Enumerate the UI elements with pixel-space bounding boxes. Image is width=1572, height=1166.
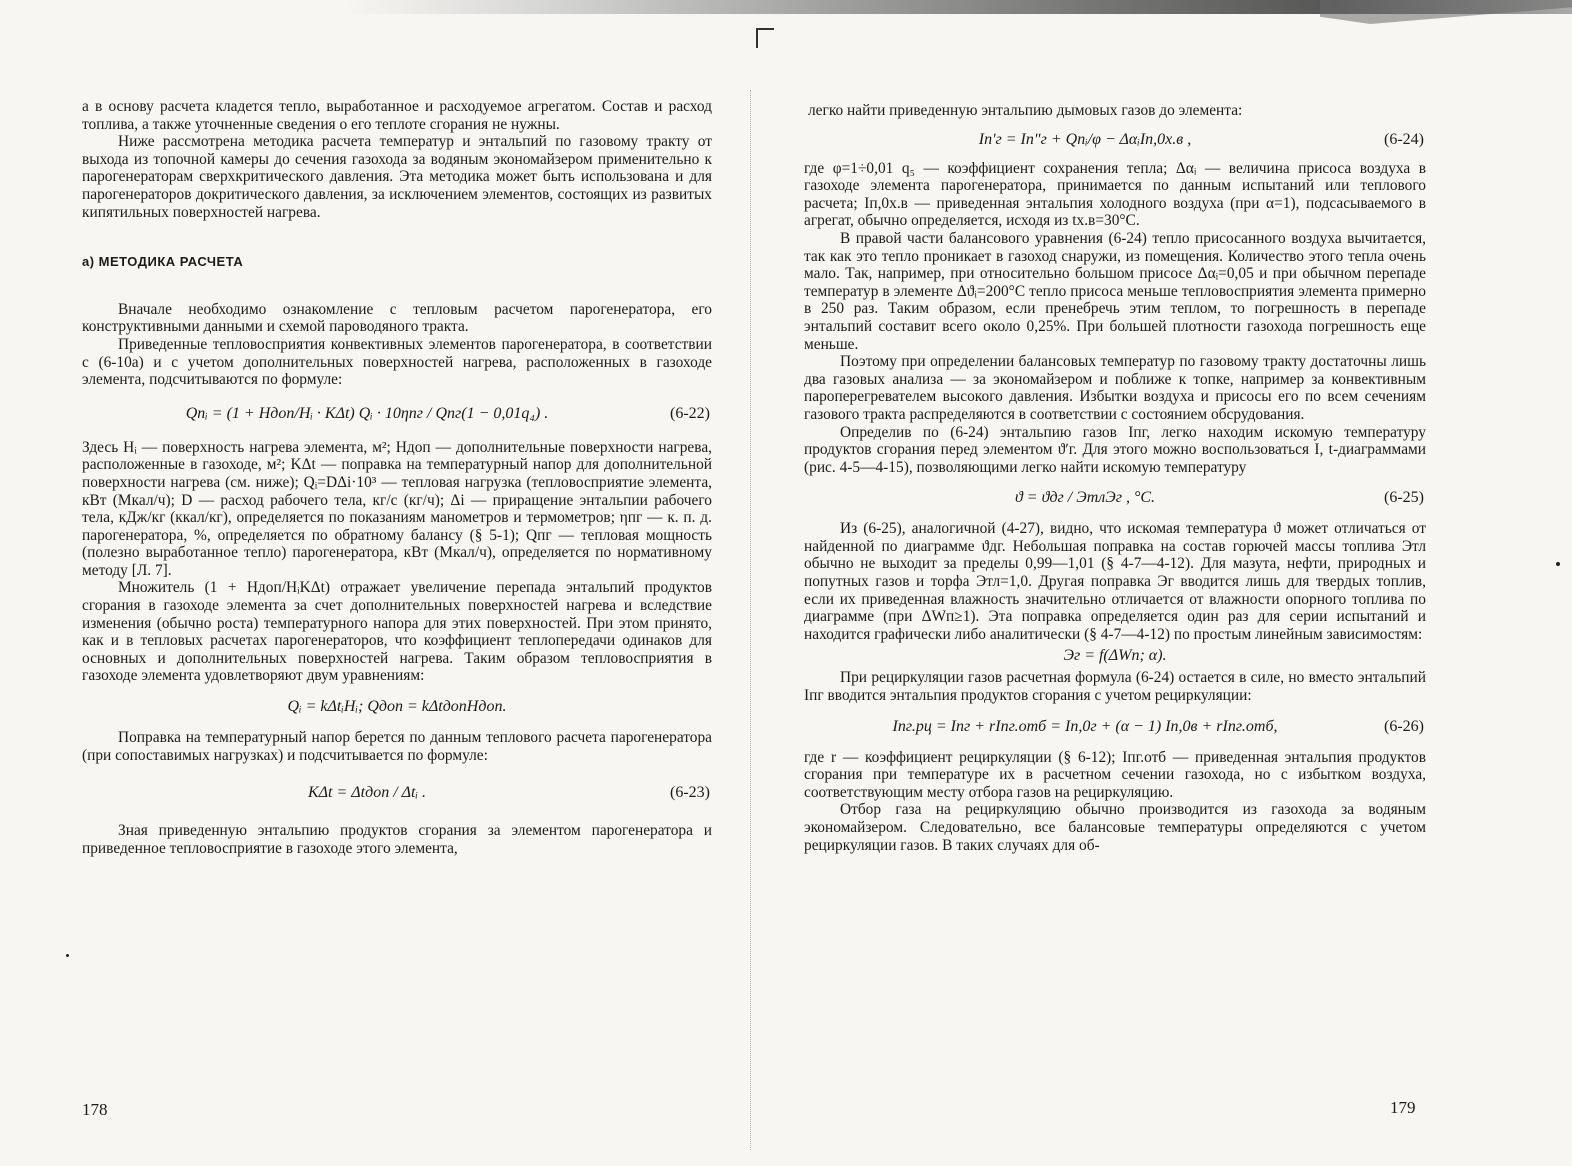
paragraph: Здесь Hᵢ — поверхность нагрева элемента, м²; Hдоп — дополнительные поверхности нагрева, расположенные в газоходе, м²; KΔt — поправка на температурный напор для дополнительной поверхности нагрева (см. ниже); Qᵢ=DΔi·10³ — тепловая нагрузка (тепловосприятие элемента, кВт (Мкал/ч); D — расход рабочего тела, кг/с (кг/ч); Δi — приращение энтальпии рабочего тела, кДж/кг (ккал/кг), определяется по показаниям манометров и термометров; ηпг — к. п. д. парогенератора, %, определяется по обратному балансу (§ 5-1); Qпг — тепловая мощность (полезно выработанное тепло) парогенератора, кВт (Мкал/ч), определяется по нормативному методу [Л. 7]. [82,438,712,579]
equation-number: (6-25) [1384,489,1424,507]
left-page [82,98,712,857]
paragraph: Определив по (6-24) энтальпию газов Iпг, легко находим искомую температуру продуктов сгорания перед элементом ϑʹг. Для этого можно воспользоваться I, t-диаграммами (рис. 4-5—4-15), позволяющими легко найти искомую температуру [804,423,1426,476]
formula-eg [804,643,1426,669]
formula-expression: Iпг.рц = Iпг + rIпг.отб = Iп,0г + (α − 1) Iп,0в + rIпг.отб, [892,717,1278,735]
paragraph: Зная приведенную энтальпию продуктов сгорания за элементом парогенератора и приведенное тепловосприятие в газоходе этого элемента, [82,822,712,857]
paragraph: Множитель (1 + Hдоп/HᵢKΔt) отражает увеличение перепада энтальпий продуктов сгорания в газоходе элемента за счет дополнительных поверхностей нагрева и вследствие изменения (обычно роста) температурного напора для этих поверхностей. При этом принято, как и в тепловых расчетах парогенераторов, что коэффициент теплопередачи одинаков для основных и дополнительных поверхностей нагрева. Таким образом тепловосприятия в газоходе элемента удовлетворяют двум уравнениям: [82,579,712,685]
paragraph: Поправка на температурный напор берется по данным теплового расчета парогенератора (при сопоставимых нагрузках) и подсчитывается по формуле: [82,729,712,764]
paragraph: При рециркуляции газов расчетная формула (6-24) остается в силе, но вместо энтальпий Iпг вводится энтальпия продуктов сгорания с учетом рециркуляции: [804,669,1426,705]
equation-number: (6-24) [1384,130,1424,148]
paragraph: где r — коэффициент рециркуляции (§ 6-12); Iпг.отб — приведенная энтальпия продуктов сгорания при температуре их в расчетном сечении газохода, но с избытком воздуха, соответствующим месту отбора газов на рециркуляцию. [804,748,1426,801]
paragraph: Вначале необходимо ознакомление с тепловым расчетом парогенератора, его конструктивными данными и схемой пароводяного тракта. [82,300,712,336]
formula-6-24 [804,120,1426,160]
paragraph: а в основу расчета кладется тепло, выработанное и расходуемое агрегатом. Состав и расход топлива, а также уточненные сведения о его теплоте сгорания не нужны. [82,98,712,133]
scan-speck [1556,562,1560,566]
page-gutter [750,90,752,1150]
crop-mark [756,28,774,48]
right-page [804,102,1426,854]
page-number: 178 [82,1100,108,1119]
equation-number: (6-22) [670,404,710,422]
formula-expression: Qᵢ = kΔtᵢHᵢ; Qдоп = kΔtдопHдоп. [287,698,507,716]
section-heading: а) МЕТОДИКА РАСЧЕТА [82,254,244,270]
paragraph: В правой части балансового уравнения (6-24) тепло присосанного воздуха вычитается, так как это тепло проникает в газоход снаружи, из помещения. Количество этого тепла очень мало. Так, например, при относительно большом присосе Δαᵢ=0,05 и при обычном перепаде температур в элементе Δϑᵢ=200°С тепло присоса меньше тепловосприятия элемента примерно в 250 раз. Таким образом, если пренебречь этим теплом, то погрешность в перепаде энтальпий составит всего около 0,25%. При большей плотности газохода погрешность еще меньше. [804,229,1426,353]
formula-expression: Iпʹг = Iпʺг + Qпᵢ/φ − ΔαᵢIп,0х.в , [978,130,1192,148]
scan-speck [66,954,69,957]
formula-expression: Qпᵢ = (1 + Hдоп/Hᵢ · KΔt) Qᵢ · 10ηпг / Qпг(1 − 0,01q₄) . [185,404,549,422]
formula-6-22 [82,389,712,439]
formula-qi-qdop [82,685,712,729]
formula-expression: KΔt = Δtдоп / Δtᵢ . [307,784,427,802]
page-number: 179 [1390,1098,1416,1117]
equation-number: (6-23) [670,784,710,802]
equation-number: (6-26) [1384,717,1424,735]
paragraph: Из (6-25), аналогичной (4-27), видно, что искомая температура ϑ может отличаться от найденной по диаграмме ϑдг. Небольшая поправка на состав горючей массы топлива Этл обычно не выходит за пределы 0,99—1,01 (§ 4-7—4-12). Для мазута, нефти, природных и попутных газов и торфа Этл=1,0. Другая поправка Эг вводится лишь для твердых топлив, если их приведенная влажность значительно отличается от влажности опорного топлива по диаграмме (при ΔWп≥1). Эта поправка определяется один раз для серии испытаний и находится графически либо аналитически (§ 4-7—4-12) по простым линейным зависимостям: [804,520,1426,643]
paragraph: Приведенные тепловосприятия конвективных элементов парогенератора, в соответствии с (6-10а) и с учетом дополнительных поверхностей нагрева, расположенных в газоходе элемента, подсчитываются по формуле: [82,335,712,389]
formula-6-23 [82,764,712,822]
formula-expression: Эг = f(ΔWп; α). [1063,647,1167,665]
paragraph: легко найти приведенную энтальпию дымовых газов до элемента: [808,102,1243,119]
paragraph: Поэтому при определении балансовых температур по газовому тракту достаточны лишь два газовых анализа — за экономайзером и поближе к топке, например за конвективным пароперегревателем высокого давления. Избытки воздуха и присосы его по всем сечениям газового тракта распределяются в соответствии с состоянием обсрудования. [804,353,1426,423]
formula-6-25 [804,476,1426,520]
paragraph: Ниже рассмотрена методика расчета температур и энтальпий по газовому тракту от выхода из топочной камеры до сечения газохода за водяным экономайзером применительно к парогенераторам сверхкритического давления. Эта методика может быть использована и для парогенераторов докритического давления, за исключением элементов, состоящих из развитых кипятильных поверхностей нагрева. [82,133,712,221]
paragraph: где φ=1÷0,01 q₅ — коэффициент сохранения тепла; Δαᵢ — величина присоса воздуха в газоходе элемента парогенератора, принимается по данным испытаний или теплового расчета; Iп,0х.в — приведенная энтальпия холодного воздуха (при α=1), подсасываемого в агрегат, обычно определяется, исходя из tх.в=30°С. [804,159,1426,230]
formula-expression: ϑ = ϑдг / ЭтлЭг , °С. [1014,489,1156,507]
paragraph: Отбор газа на рециркуляцию обычно производится из газохода за водяным экономайзером. Следовательно, все балансовые температуры определяются с учетом рециркуляции газов. В таких случаях для об- [804,801,1426,854]
formula-6-26 [804,705,1426,749]
